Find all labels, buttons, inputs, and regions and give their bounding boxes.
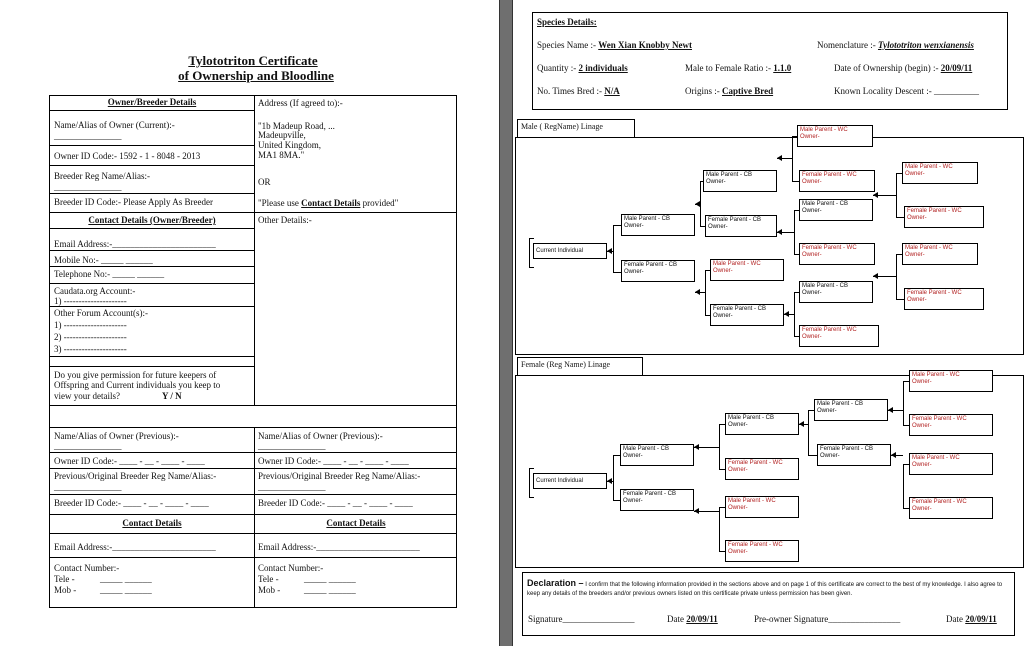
address-line-3: United Kingdom, [258, 140, 321, 150]
connector-line [794, 210, 795, 255]
male-parent-gen1 [621, 214, 695, 236]
prev-name-right: Name/Alias of Owner (Previous):- [258, 431, 383, 441]
page-edge [499, 0, 500, 646]
f-female-parent-wc-2a [725, 458, 799, 480]
quantity-label: Quantity :- [537, 63, 577, 73]
ratio [685, 63, 791, 73]
page-edge [512, 0, 513, 646]
male-parent-gen3b [799, 199, 873, 221]
prev-id-left: Owner ID Code:- ____ - __ - ____ - ____ [54, 456, 205, 466]
connector-line [808, 410, 814, 411]
arrow-head [695, 289, 700, 295]
f-male-parent-gen2a [725, 413, 799, 435]
row-line [49, 494, 457, 495]
breeder-id: Breeder ID Code:- Please Apply As Breeder [54, 197, 213, 207]
certificate-page-1 [0, 0, 500, 646]
arrow-head [873, 192, 878, 198]
connector-line [896, 299, 904, 300]
breeder-id-right: Breeder ID Code:- ____ - __ - ____ - ____ [258, 498, 413, 508]
arrow-head [607, 478, 612, 484]
male-parent-wc-4a [902, 162, 978, 184]
nomenclature-label: Nomenclature :- [817, 40, 876, 50]
node-owner-label: Owner- [905, 252, 925, 258]
declaration-label: Declaration – [527, 578, 584, 588]
connector-line [529, 468, 530, 498]
forum-3: 3) --------------------- [54, 344, 127, 354]
mob-left: Mob - [54, 585, 77, 595]
arrow-head [777, 229, 782, 235]
connector-line [896, 254, 897, 299]
tele-right: Tele - [258, 574, 279, 584]
f-female-parent-gen3a [817, 444, 891, 466]
telephone-field: Telephone No:- _____ ______ [54, 269, 165, 279]
connector-line [896, 217, 904, 218]
declaration-text: I confirm that the following information provided in the sections above and on page 1 of this certificate are correct to the best of my knowledge. I also agree to keep any details of the breeders and/or previous owners listed on this certificate private unless permission has been given. [527, 582, 1003, 597]
connector-line [529, 497, 534, 498]
quantity [537, 63, 628, 73]
tele-left: Tele - [54, 574, 75, 584]
node-parent-label: Male Parent - CB [706, 172, 753, 178]
node-parent-label: Male Parent - CB [817, 401, 864, 407]
connector-line [808, 410, 809, 455]
pre-owner-signature-line[interactable]: Pre-owner Signature________________ [754, 614, 901, 624]
species-name [537, 40, 692, 50]
male-parent-wc-2b [710, 259, 784, 281]
female-current-individual: Current Individual [533, 473, 607, 489]
connector-line [794, 210, 799, 211]
mob-left-dashes: _____ ______ [100, 585, 152, 595]
arrow-head [873, 273, 878, 279]
node-owner-label: Owner- [624, 223, 644, 229]
node-parent-label: Female Parent - WC [728, 542, 783, 548]
connector-line [903, 464, 904, 508]
node-owner-label: Owner- [713, 268, 733, 274]
row-line [49, 366, 254, 367]
connector-line [719, 424, 720, 469]
row-line [49, 283, 254, 284]
address-line-4: MA1 8MA." [258, 150, 305, 160]
node-owner-label: Owner- [802, 334, 822, 340]
male-lineage-label: Male ( RegName) Linage [517, 119, 635, 138]
node-parent-label: Male Parent - WC [713, 261, 761, 267]
node-parent-label: Female Parent - CB [820, 446, 874, 452]
female-parent-gen2b [710, 304, 784, 326]
connector-line [705, 270, 710, 271]
connector-line [896, 254, 902, 255]
use-contact-pre: "Please use [258, 198, 302, 208]
female-parent-gen1 [621, 260, 695, 282]
contact-right-header: Contact Details [326, 518, 386, 528]
female-parent-wc-4b [904, 288, 984, 310]
row-line [49, 427, 457, 428]
signature-line[interactable]: Signature________________ [528, 614, 635, 624]
female-lineage-label: Female (Reg Name) Linage [517, 357, 643, 376]
prev-breeder-left: Previous/Original Breeder Reg Name/Alias:- [54, 471, 217, 481]
node-parent-label: Male Parent - CB [802, 201, 849, 207]
connector-line [719, 469, 725, 470]
contact-left-header: Contact Details [122, 518, 182, 528]
node-parent-label: Male Parent - WC [905, 164, 953, 170]
mobile-field: Mobile No:- _____ ______ [54, 255, 153, 265]
breeder-reg: Breeder Reg Name/Alias:- [54, 171, 150, 181]
node-owner-label: Owner- [623, 453, 643, 459]
node-parent-label: Female Parent - CB [713, 306, 767, 312]
email-field: Email Address:-_______________________ [54, 239, 216, 249]
date-2 [946, 614, 997, 624]
address-label: Address (If agreed to):- [258, 98, 343, 108]
other-details: Other Details:- [258, 215, 312, 225]
node-owner-label: Owner- [706, 179, 726, 185]
origins [685, 86, 773, 96]
f-female-parent-wc-4a [909, 414, 993, 436]
node-owner-label: Owner- [800, 134, 820, 140]
node-owner-label: Owner- [905, 171, 925, 177]
row-line [49, 356, 254, 357]
node-parent-label: Female Parent - CB [623, 491, 677, 497]
ratio-value: 1.1.0 [773, 63, 792, 73]
node-parent-label: Male Parent - CB [623, 446, 670, 452]
nomenclature-value: Tylototriton wenxianensis [877, 40, 974, 50]
f-male-parent-gen3a [814, 399, 888, 421]
times-bred [537, 86, 620, 96]
male-parent-gen3c [799, 281, 873, 303]
prev-breeder-right: Previous/Original Breeder Reg Name/Alias:- [258, 471, 421, 481]
male-parent-wc-3a [797, 125, 873, 147]
connector-line [529, 468, 534, 469]
mob-right: Mob - [258, 585, 281, 595]
date-ownership [834, 63, 972, 73]
nomenclature [817, 40, 974, 50]
node-parent-label: Female Parent - WC [802, 327, 857, 333]
species-name-value: Wen Xian Knobby Newt [598, 40, 693, 50]
locality-value: __________ [933, 86, 979, 96]
col-divider-top [254, 95, 255, 405]
node-owner-label: Owner- [912, 506, 932, 512]
node-parent-label: Male Parent - WC [800, 127, 848, 133]
row-line [49, 405, 457, 406]
use-contact-post: provided" [360, 198, 399, 208]
connector-line [529, 267, 534, 268]
date-label: Date [667, 614, 684, 624]
email-left: Email Address:-_______________________ [54, 542, 216, 552]
contact-number-right: Contact Number:- [258, 563, 324, 573]
female-parent-wc-4a [904, 206, 984, 228]
quantity-value: 2 individuals [578, 63, 628, 73]
address-line-2: Madeupville, [258, 130, 306, 140]
arrow-head [891, 452, 896, 458]
node-owner-label: Owner- [728, 467, 748, 473]
forum-2: 2) --------------------- [54, 332, 127, 342]
caudata-1: 1) --------------------- [54, 296, 127, 306]
date-value: 20/09/11 [686, 614, 718, 624]
times-bred-label: No. Times Bred :- [537, 86, 603, 96]
date-own-label: Date of Ownership (begin) :- [834, 63, 939, 73]
declaration [527, 579, 1013, 599]
connector-line [529, 238, 534, 239]
f-male-parent-wc-4b [909, 453, 993, 475]
node-parent-label: Female Parent - WC [907, 208, 962, 214]
f-male-parent-gen1 [620, 444, 694, 466]
row-line [49, 228, 254, 229]
prev-id-right: Owner ID Code:- ____ - __ - ____ - ____ [258, 456, 409, 466]
connector-line [529, 238, 530, 268]
title-line-1: Tylototriton Certificate [188, 53, 318, 68]
connector-line [613, 455, 614, 500]
date2-value: 20/09/11 [965, 614, 997, 624]
fill-line: _______________ [54, 182, 122, 192]
node-owner-label: Owner- [820, 453, 840, 459]
species-header: Species Details: [537, 17, 597, 27]
node-owner-label: Owner- [728, 549, 748, 555]
node-owner-label: Owner- [802, 179, 822, 185]
node-owner-label: Owner- [912, 379, 932, 385]
tele-left-dashes: _____ ______ [100, 574, 152, 584]
row-line [49, 557, 457, 558]
connector-line [613, 225, 621, 226]
f-female-parent-gen1 [620, 489, 694, 511]
connector-line [613, 225, 614, 273]
use-contact-note [258, 198, 398, 208]
contact-number-left: Contact Number:- [54, 563, 120, 573]
node-owner-label: Owner- [907, 215, 927, 221]
tele-right-dashes: _____ ______ [304, 574, 356, 584]
connector-line [903, 425, 909, 426]
male-parent-gen2a [703, 170, 777, 192]
connector-line [705, 315, 710, 316]
connector-line [613, 455, 620, 456]
row-line [49, 533, 457, 534]
row-line [49, 468, 457, 469]
row-line [49, 212, 457, 213]
fill-line: _______________ [258, 441, 326, 451]
node-parent-label: Female Parent - CB [708, 217, 762, 223]
row-line [49, 110, 254, 111]
mob-right-dashes: _____ ______ [304, 585, 356, 595]
connector-line [903, 464, 909, 465]
node-owner-label: Owner- [623, 498, 643, 504]
or-text: OR [258, 177, 271, 187]
node-owner-label: Owner- [912, 423, 932, 429]
origins-value: Captive Bred [722, 86, 774, 96]
species-name-label: Species Name :- [537, 40, 596, 50]
fill-line: _______________ [54, 441, 122, 451]
times-bred-value: N/A [604, 86, 620, 96]
node-owner-label: Owner- [802, 290, 822, 296]
node-parent-label: Male Parent - WC [912, 455, 960, 461]
row-line [49, 514, 457, 515]
male-current-individual: Current Individual [533, 243, 607, 259]
row-line [49, 193, 254, 194]
node-parent-label: Female Parent - WC [802, 245, 857, 251]
arrow-head [694, 444, 699, 450]
node-parent-label: Female Parent - CB [624, 262, 678, 268]
node-owner-label: Owner- [817, 408, 837, 414]
female-parent-wc-3a [799, 170, 875, 192]
contact-header: Contact Details (Owner/Breeder) [88, 215, 216, 225]
breeder-id-left: Breeder ID Code:- ____ - __ - ____ - ____ [54, 498, 209, 508]
connector-line [792, 181, 799, 182]
node-owner-label: Owner- [907, 297, 927, 303]
connector-line [794, 254, 799, 255]
connector-line [700, 181, 701, 226]
owner-header: Owner/Breeder Details [107, 97, 197, 107]
female-parent-gen2a [705, 215, 777, 237]
connector-line [794, 336, 799, 337]
connector-line [719, 424, 725, 425]
connector-line [903, 508, 909, 509]
connector-line [700, 226, 705, 227]
locality [834, 86, 979, 96]
permission-line-3: view your details? [54, 391, 120, 401]
other-forum-label: Other Forum Account(s):- [54, 308, 148, 318]
email-right: Email Address:-_______________________ [258, 542, 420, 552]
connector-line [792, 136, 797, 137]
locality-label: Known Locality Descent :- [834, 86, 932, 96]
connector-line [719, 551, 725, 552]
node-parent-label: Male Parent - CB [624, 216, 671, 222]
connector-line [896, 173, 902, 174]
date [667, 614, 718, 624]
permission-line-2: Offspring and Current individuals you keep to [54, 380, 221, 390]
arrow-head [799, 421, 804, 427]
prev-name-left: Name/Alias of Owner (Previous):- [54, 431, 179, 441]
connector-line [700, 181, 703, 182]
connector-line [719, 507, 725, 508]
connector-line [705, 270, 706, 315]
male-parent-wc-4b [902, 243, 978, 265]
date-own-value: 20/09/11 [940, 63, 973, 73]
f-male-parent-wc-2b [725, 496, 799, 518]
node-parent-label: Female Parent - WC [728, 460, 783, 466]
row-line [49, 250, 254, 251]
node-owner-label: Owner- [802, 208, 822, 214]
node-owner-label: Owner- [713, 313, 733, 319]
f-female-parent-wc-4b [909, 497, 993, 519]
node-owner-label: Owner- [912, 462, 932, 468]
permission-line-1: Do you give permission for future keepers of [54, 370, 217, 380]
node-parent-label: Male Parent - WC [912, 372, 960, 378]
node-parent-label: Female Parent - WC [907, 290, 962, 296]
ratio-label: Male to Female Ratio :- [685, 63, 771, 73]
node-parent-label: Female Parent - WC [912, 416, 967, 422]
connector-line [903, 381, 909, 382]
node-owner-label: Owner- [708, 224, 728, 230]
node-owner-label: Owner- [728, 505, 748, 511]
row-line [49, 145, 254, 146]
row-line [49, 165, 254, 166]
node-parent-label: Male Parent - WC [905, 245, 953, 251]
connector-line [794, 292, 799, 293]
row-line [49, 452, 457, 453]
origins-label: Origins :- [685, 86, 720, 96]
female-parent-wc-3b [799, 243, 875, 265]
connector-line [808, 455, 817, 456]
fill-line: _______________ [54, 482, 122, 492]
node-parent-label: Male Parent - WC [728, 498, 776, 504]
name-alias-current: Name/Alias of Owner (Current):- [54, 120, 175, 130]
female-parent-wc-3c [799, 325, 879, 347]
forum-1: 1) --------------------- [54, 320, 127, 330]
node-parent-label: Male Parent - CB [802, 283, 849, 289]
connector-line [794, 292, 795, 337]
f-male-parent-wc-4a [909, 370, 993, 392]
node-owner-label: Owner- [624, 269, 644, 275]
connector-line [792, 136, 793, 181]
arrow-head [607, 248, 612, 254]
arrow-head [694, 508, 699, 514]
connector-line [613, 500, 620, 501]
arrow-head [888, 407, 893, 413]
connector-line [613, 272, 621, 273]
fill-line: _______________ [258, 482, 326, 492]
node-parent-label: Female Parent - WC [802, 172, 857, 178]
title-line-2: of Ownership and Bloodline [178, 68, 334, 83]
address-line-1: "1b Madeup Road, ... [258, 121, 335, 131]
arrow-head [784, 311, 789, 317]
caudata-label: Caudata.org Account:- [54, 286, 136, 296]
owner-id: Owner ID Code:- 1592 - 1 - 8048 - 2013 [54, 151, 201, 161]
connector-line [903, 381, 904, 425]
arrow-head [695, 201, 700, 207]
node-owner-label: Owner- [802, 252, 822, 258]
permission-yn: Y / N [162, 391, 182, 401]
node-owner-label: Owner- [728, 422, 748, 428]
arrow-head [777, 155, 782, 161]
row-line [49, 266, 254, 267]
row-line [49, 306, 254, 307]
connector-line [719, 507, 720, 551]
date2-label: Date [946, 614, 963, 624]
fill-line: _______________ [54, 131, 122, 141]
f-female-parent-wc-2b [725, 540, 799, 562]
node-parent-label: Female Parent - WC [912, 499, 967, 505]
node-parent-label: Male Parent - CB [728, 415, 775, 421]
certificate-page-2 [512, 0, 1024, 646]
connector-line [896, 173, 897, 217]
use-contact-bold: Contact Details [301, 198, 361, 208]
